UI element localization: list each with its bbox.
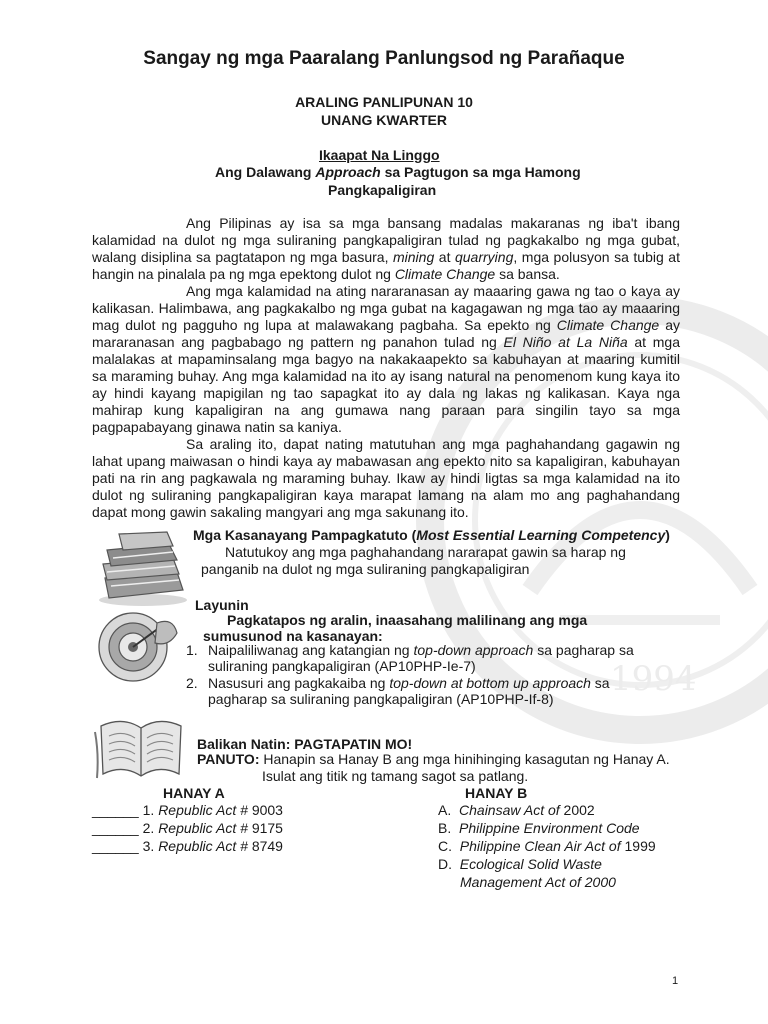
- melc-heading-close: ): [665, 527, 670, 543]
- p1-text2: , mga polusyon sa tubig at hangin na pinalala pa ng mga epektong dulot ng: [92, 249, 680, 282]
- p1-climate: Climate Change: [394, 266, 496, 282]
- item-act: Republic Act #: [158, 802, 248, 818]
- topic-text: Ang Dalawang: [215, 164, 316, 180]
- panuto-line1: [197, 751, 670, 768]
- topic-title-line1: [215, 164, 581, 180]
- quarter-label: UNANG KWARTER: [321, 112, 447, 128]
- topic-title-line2: Pangkapaligiran: [328, 182, 437, 198]
- p2-end: at mga malalakas at mapaminsalang mga bagyo na nakakaapekto sa kabuhayan at maaring kumitil sa maraming buhay. Ang mga kalamidad na ito ay isang natural na penomenom kung kaya ito ay hindi kayang mapigilan ng tao sapagkat ito ay dala ng lakas ng kalikasan. Kaya nga mahirap kung kapaligiran na ang gumawa nang paraan para singilin tayo sa mga pagpapabayang ginawa natin sa kaniya.: [92, 334, 680, 435]
- answer-blank[interactable]: ______: [92, 838, 139, 854]
- open-book-icon: [93, 712, 189, 784]
- melc-heading: [193, 527, 670, 544]
- intro-paragraph-2: [92, 283, 680, 436]
- p2-climate: Climate Change: [556, 317, 660, 333]
- topic-text-end: sa Pagtugon sa mga Hamong: [380, 164, 581, 180]
- melc-line1: Natutukoy ang mga paghahandang nararapat gawin sa harap ng: [225, 544, 626, 560]
- item1-text: Naipaliliwanag ang katangian ng: [208, 642, 414, 658]
- svg-text:1994: 1994: [610, 659, 697, 699]
- item1-end: sa pagharap sa: [533, 642, 634, 658]
- balikan-heading: Balikan Natin: PAGTAPATIN MO!: [197, 736, 413, 752]
- books-icon: [97, 528, 189, 608]
- option-text: Ecological Solid Waste: [459, 856, 602, 872]
- panuto-label: PANUTO:: [197, 751, 260, 767]
- option-letter: A.: [438, 802, 452, 818]
- layunin-intro-line2: sumusunod na kasanayan:: [203, 628, 383, 644]
- subject-name: ARALING PANLIPUNAN 10: [295, 94, 473, 110]
- melc-heading-text: Mga Kasanayang Pampagkatuto (: [193, 527, 417, 543]
- item-act-number: 9175: [251, 820, 283, 836]
- item-act-number: 8749: [251, 838, 283, 854]
- hanay-a-label: HANAY A: [163, 785, 225, 801]
- hanay-b-label: HANAY B: [465, 785, 528, 801]
- option-year: 1999: [620, 838, 656, 854]
- option-letter: D.: [438, 856, 452, 872]
- p2-elnino: El Niño at La Niña: [503, 334, 628, 350]
- option-text: Chainsaw Act of: [459, 802, 560, 818]
- item2-italic: top-down at bottom up approach: [389, 675, 591, 691]
- answer-blank[interactable]: ______: [92, 802, 139, 818]
- layunin-intro-line1: Pagkatapos ng aralin, inaasahang malilinang ang mga: [227, 612, 588, 628]
- topic-approach: Approach: [315, 164, 381, 180]
- hanay-b-d-line2: Management Act of 2000: [460, 874, 616, 890]
- option-text: Philippine Clean Air Act of: [459, 838, 621, 854]
- subject-heading: [0, 93, 768, 129]
- hanay-b-item: [438, 802, 595, 819]
- p1-end: sa bansa.: [495, 266, 560, 282]
- intro-paragraph-3: Sa araling ito, dapat nating matutuhan ang mga paghahandang gagawin ng lahat upang maiwasan o hindi kaya ay mabawasan ang epekto nito sa kapaligiran, kabuhayan pati na rin ang pagkawala ng maraming buhay. Ikaw ay hindi ligtas sa mga kalamidad na ito dulot ng suliraning pangkapaligiran kaya marapat lamang na alam mo ang paghahandang dapat mong gawin sakaling mangyari ang mga sakunang ito.: [92, 436, 680, 520]
- item-act: Republic Act #: [158, 838, 248, 854]
- option-text: Philippine Environment Code: [459, 820, 640, 836]
- option-year: 2002: [559, 802, 595, 818]
- target-icon: [97, 607, 181, 687]
- layunin-item2: [208, 675, 610, 692]
- layunin-item2-number: 2.: [186, 675, 198, 691]
- option-letter: C.: [438, 838, 452, 854]
- item2-text: Nasusuri ang pagkakaiba ng: [208, 675, 390, 691]
- p2-text: Ang mga kalamidad na ating nararanasan ay maaaring gawa ng tao o kaya ay kalikasan. Halimbawa, ang pagkakalbo ng mga gubat na kagagawan ng mga tao ay maaaring mag dulot ng pagguho ng lupa at malawakang pagbaha. Sa epekto ng: [92, 283, 680, 333]
- panuto-text: Hanapin sa Hanay B ang mga hinihinging kasagutan ng Hanay A.: [259, 751, 670, 767]
- p1-mining: mining: [393, 249, 435, 265]
- option-letter: B.: [438, 820, 452, 836]
- p1-and: at: [434, 249, 455, 265]
- p2-text2: ay mararanasan ang pagbabago ng pattern ng panahon tulad ng: [92, 317, 680, 350]
- melc-heading-italic: Most Essential Learning Competency: [416, 527, 666, 543]
- page-title: Sangay ng mga Paaralang Panlungsod ng Parañaque: [143, 48, 625, 69]
- hanay-a-item: [92, 802, 283, 819]
- melc-line2: panganib na dulot ng mga suliraning pangkapaligiran: [201, 561, 530, 577]
- layunin-item1-line2: suliraning pangkapaligiran (AP10PHP-Ie-7): [208, 658, 476, 674]
- hanay-b-item: [438, 838, 656, 855]
- layunin-item1-number: 1.: [186, 642, 198, 658]
- p1-text: Ang Pilipinas ay isa sa mga bansang madalas makaranas ng iba't ibang kalamidad na dulot ng mga suliraning pangkapaligiran tulad ng pagkakalbo ng mga gubat, walang disiplina sa pagtatapon ng mga basura,: [92, 215, 680, 265]
- item1-italic: top-down approach: [413, 642, 534, 658]
- answer-blank[interactable]: ______: [92, 820, 139, 836]
- item-number: 1.: [142, 802, 155, 818]
- week-label: Ikaapat Na Linggo: [319, 147, 440, 163]
- item-act: Republic Act #: [158, 820, 248, 836]
- item-number: 2.: [142, 820, 155, 836]
- hanay-a-item: [92, 820, 283, 837]
- intro-paragraph-1: [92, 215, 680, 283]
- hanay-a-item: [92, 838, 283, 855]
- layunin-item2-line2: pagharap sa suliraning pangkapaligiran (AP10PHP-If-8): [208, 691, 554, 707]
- item-number: 3.: [142, 838, 155, 854]
- page-number: 1: [672, 975, 679, 987]
- hanay-b-item: [438, 856, 602, 873]
- layunin-heading: Layunin: [195, 597, 249, 613]
- layunin-item1: [208, 642, 634, 659]
- hanay-b-item: [438, 820, 640, 837]
- item2-end: sa: [590, 675, 610, 691]
- p1-quarrying: quarrying: [454, 249, 514, 265]
- item-act-number: 9003: [251, 802, 283, 818]
- intro-paragraphs: [92, 215, 680, 521]
- panuto-line2: Isulat ang titik ng tamang sagot sa patlang.: [262, 768, 529, 784]
